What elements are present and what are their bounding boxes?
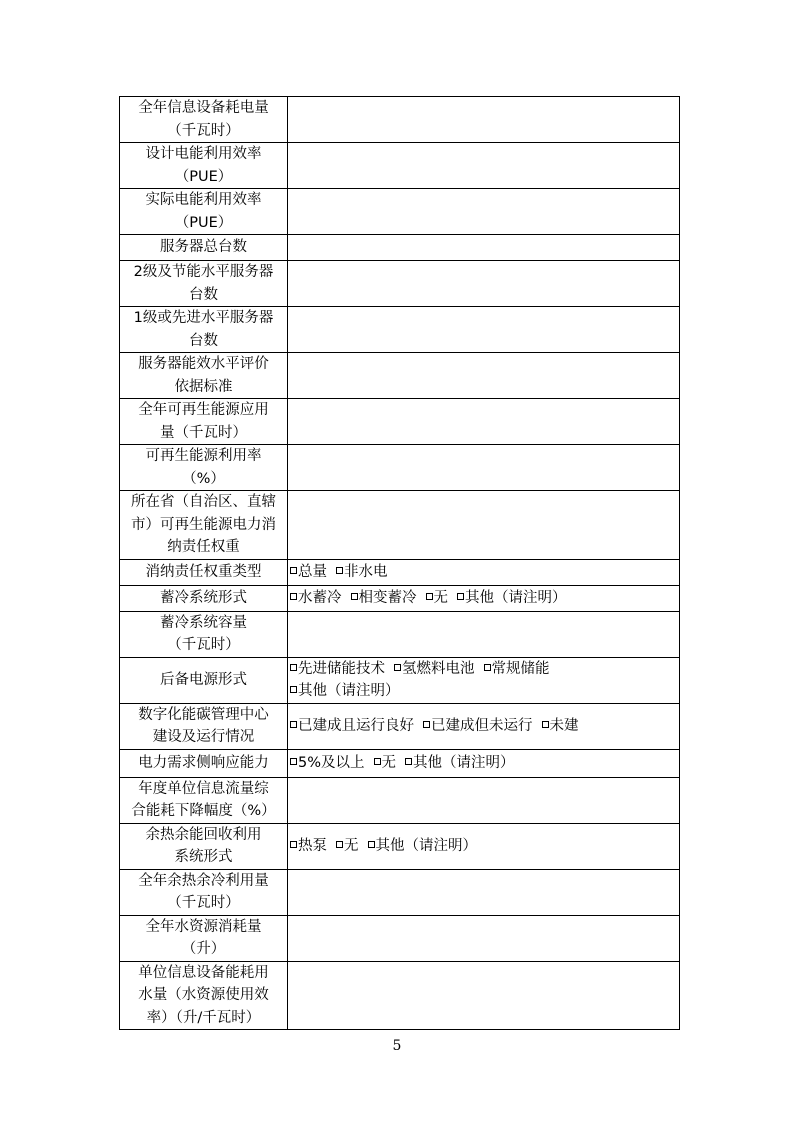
checkbox-icon[interactable] [290,686,297,693]
form-row [120,823,680,869]
checkbox-icon[interactable] [290,664,297,671]
field-label-line: 实际电能利用效率 [145,192,262,208]
field-label: 后备电源形式 [120,657,288,703]
checkbox-icon[interactable] [484,664,491,671]
value-field[interactable] [288,261,680,307]
option-label: 已建成但未运行 [431,718,533,734]
field-label [120,611,288,657]
field-label-line: 纳责任权重 [167,539,240,555]
field-label-line: 数字化能碳管理中心 [138,706,269,723]
checkbox-icon[interactable] [290,567,297,574]
checkbox-option[interactable] [336,835,359,857]
field-label [120,261,288,307]
option-label: 水蓄冷 [298,590,342,606]
option-label: 5%及以上 [298,755,365,771]
checkbox-icon[interactable] [394,664,401,671]
value-field[interactable] [288,235,680,261]
form-row [120,559,680,585]
field-label [120,961,288,1030]
checkbox-icon[interactable] [336,841,343,848]
field-label-line: 全年可再生能源应用 [138,402,269,418]
checkbox-icon[interactable] [368,841,375,848]
info-form-table [119,96,680,1030]
field-label-line: 量（千瓦时） [160,424,247,441]
field-label-line: 余热余能回收利用 [145,826,262,843]
checkbox-option[interactable] [351,587,417,609]
option-label: 相变蓄冷 [358,590,417,606]
field-label [120,777,288,823]
form-row [120,915,680,961]
checkbox-option[interactable] [290,587,342,609]
field-label-line: 全年信息设备耗电量 [138,100,269,116]
checkbox-option[interactable] [368,835,478,857]
checkbox-option[interactable] [290,680,400,702]
value-field[interactable] [288,307,680,353]
field-label [120,353,288,399]
checkbox-icon[interactable] [290,841,297,848]
form-row [120,399,680,445]
field-label-line: 单位信息设备能耗用 [138,964,269,981]
form-row [120,611,680,657]
form-row [120,235,680,261]
value-field[interactable] [288,445,680,491]
value-field[interactable] [288,915,680,961]
field-label-line: （千瓦时） [167,895,240,911]
field-label [120,143,288,189]
field-label-line: 台数 [189,286,218,303]
value-field[interactable] [288,143,680,189]
field-label-line: 率）（升/千瓦时） [146,1009,261,1026]
form-row [120,869,680,915]
field-label [120,399,288,445]
form-row [120,961,680,1030]
value-field[interactable] [288,611,680,657]
field-label [120,307,288,353]
field-label-line: 系统形式 [174,849,233,865]
page-number: 5 [392,1038,402,1054]
field-label [120,823,288,869]
field-label [120,869,288,915]
field-label-line: 1级或先进水平服务器 [133,310,274,326]
checkbox-icon[interactable] [457,593,464,600]
option-label: 未建 [549,718,579,734]
checkbox-option[interactable] [423,715,533,737]
field-label [120,189,288,235]
field-label-line: 蓄冷系统容量 [160,614,247,631]
field-label-line: 年度单位信息流量综 [138,780,269,797]
form-row [120,97,680,143]
field-label: 消纳责任权重类型 [120,559,288,585]
field-label [120,915,288,961]
checkbox-icon[interactable] [336,567,343,574]
value-field[interactable] [288,189,680,235]
option-label: 无 [344,838,359,854]
checkbox-option[interactable] [290,561,327,583]
option-label: 先进储能技术 [298,661,385,677]
option-label: 无 [433,590,448,606]
checkbox-icon[interactable] [542,721,549,728]
field-label [120,445,288,491]
field-label-line: （PUE） [174,214,233,231]
field-label-line: 可再生能源利用率 [145,448,262,464]
value-field[interactable] [288,491,680,560]
checkbox-option[interactable] [542,715,579,737]
form-row [120,777,680,823]
form-row [120,749,680,777]
value-field[interactable] [288,353,680,399]
field-label-line: 市）可再生能源电力消 [131,516,276,533]
field-label-line: 全年余热余冷利用量 [138,872,269,889]
checkbox-option[interactable] [394,658,475,680]
form-row [120,491,680,560]
field-label-line: 设计电能利用效率 [145,146,262,162]
checkbox-icon[interactable] [351,593,358,600]
form-row [120,189,680,235]
field-label-line: 合能耗下降幅度（%） [131,803,276,819]
checkbox-option[interactable] [457,587,567,609]
value-field[interactable] [288,97,680,143]
field-label-line: 水量（水资源使用效 [138,987,269,1003]
checkbox-icon[interactable] [405,758,412,765]
option-label: 常规储能 [491,661,550,677]
field-label [120,491,288,560]
checkbox-icon[interactable] [290,721,297,728]
option-label: 其他（请注明） [298,683,400,699]
field-label-line: （%） [182,470,225,487]
form-row [120,657,680,703]
option-group[interactable] [288,559,680,585]
option-label: 其他（请注明） [413,755,515,771]
field-label-line: 所在省（自治区、直辖 [131,494,276,510]
form-row [120,703,680,749]
form-row [120,143,680,189]
checkbox-option[interactable] [426,587,449,609]
field-label-line: 服务器能效水平评价 [138,356,269,372]
value-field[interactable] [288,961,680,1030]
option-label: 总量 [298,564,327,580]
option-label: 其他（请注明） [375,838,477,854]
field-label-line: （PUE） [174,168,233,185]
field-label-line: 台数 [189,332,218,349]
field-label [120,97,288,143]
field-label: 蓄冷系统形式 [120,585,288,611]
option-label: 氢燃料电池 [402,661,475,677]
field-label-line: （千瓦时） [167,637,240,653]
form-row [120,585,680,611]
field-label-line: 全年水资源消耗量 [145,918,262,935]
option-group[interactable] [288,703,680,749]
checkbox-icon[interactable] [374,758,381,765]
checkbox-icon[interactable] [290,593,297,600]
field-label: 电力需求侧响应能力 [120,749,288,777]
checkbox-option[interactable] [336,561,388,583]
field-label [120,703,288,749]
option-group[interactable] [288,823,680,869]
option-label: 其他（请注明） [465,590,567,606]
checkbox-option[interactable] [290,752,365,774]
checkbox-option[interactable] [405,752,515,774]
option-group[interactable] [288,585,680,611]
field-label-line: （千瓦时） [167,122,240,139]
form-row [120,261,680,307]
option-group[interactable] [288,657,680,703]
field-label-line: 2级及节能水平服务器 [133,264,274,280]
form-row [120,445,680,491]
option-label: 已建成且运行良好 [298,718,414,734]
option-label: 非水电 [344,564,388,580]
checkbox-option[interactable] [290,835,327,857]
option-group[interactable] [288,749,680,777]
checkbox-option[interactable] [290,658,385,680]
value-field[interactable] [288,869,680,915]
checkbox-option[interactable] [374,752,397,774]
option-label: 无 [381,755,397,771]
field-label-line: （升） [181,941,226,957]
form-row [120,307,680,353]
field-label: 服务器总台数 [120,235,288,261]
value-field[interactable] [288,777,680,823]
checkbox-icon[interactable] [423,721,430,728]
option-label: 热泵 [298,838,327,854]
field-label-line: 建设及运行情况 [152,729,255,745]
field-label-line: 依据标准 [174,378,233,395]
form-row [120,353,680,399]
checkbox-icon[interactable] [290,758,297,765]
checkbox-option[interactable] [290,715,414,737]
value-field[interactable] [288,399,680,445]
checkbox-icon[interactable] [426,593,433,600]
checkbox-option[interactable] [484,658,550,680]
